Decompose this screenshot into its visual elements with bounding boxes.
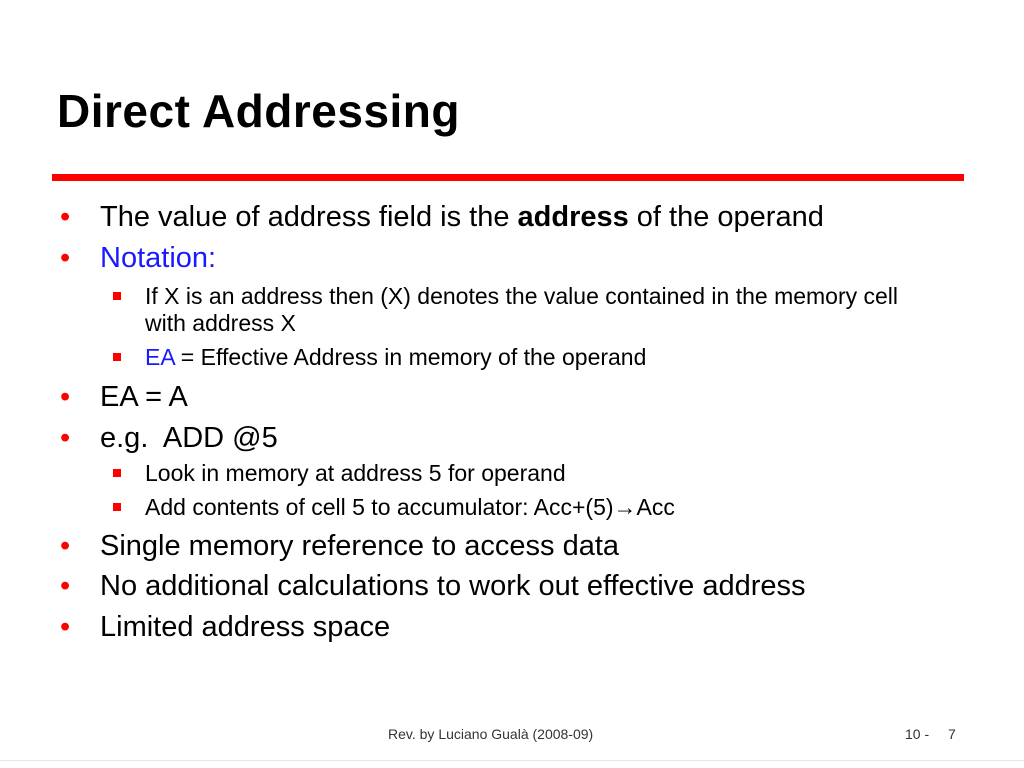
bullet-dot: •	[60, 201, 71, 233]
bullet-dot: •	[60, 242, 71, 274]
bullet-text-bold: address	[517, 201, 629, 233]
subbullet-square	[113, 503, 121, 511]
subbullet-ea-term: EA	[145, 344, 175, 370]
bullet-dot: •	[60, 530, 71, 562]
title-underline	[52, 174, 964, 181]
subbullet-text-post: Acc	[636, 494, 675, 520]
subbullet-square	[113, 292, 121, 300]
bottom-divider	[0, 760, 1024, 761]
right-arrow-icon: →	[613, 494, 637, 520]
bullet-text-pre: The value of address field is the	[100, 201, 518, 233]
bullet-text: e.g. ADD @5	[100, 422, 278, 454]
slide-title: Direct Addressing	[57, 85, 461, 137]
subbullet-ea-definition: = Effective Address in memory of the operand	[174, 344, 647, 370]
bullet-dot: •	[60, 611, 71, 643]
bullet-text: Notation:	[100, 242, 217, 274]
subbullet-square	[113, 353, 121, 361]
bullet-text: EA = A	[100, 381, 188, 413]
bullet-text: Single memory reference to access data	[100, 530, 620, 562]
subbullet-text	[145, 344, 935, 371]
bullet-text: No additional calculations to work out effective address	[100, 570, 806, 602]
bullet-dot: •	[60, 570, 71, 602]
subbullet-text-pre: Add contents of cell 5 to accumulator: Acc+(5)	[145, 494, 614, 520]
bullet-text-post: of the operand	[628, 201, 824, 233]
subbullet-square	[113, 469, 121, 477]
footer-credit: Rev. by Luciano Gualà (2008-09)	[388, 726, 594, 742]
bullet-dot: •	[60, 422, 71, 454]
subbullet-text	[145, 494, 935, 521]
bullet-dot: •	[60, 381, 71, 413]
bullet-text	[100, 199, 824, 235]
bullet-text: Limited address space	[100, 611, 391, 643]
footer-page-number: 7	[948, 726, 956, 742]
subbullet-text: If X is an address then (X) denotes the value contained in the memory cell with address X	[145, 283, 899, 336]
subbullet-text: Look in memory at address 5 for operand	[145, 460, 566, 486]
footer-chapter: 10 -	[905, 726, 930, 742]
